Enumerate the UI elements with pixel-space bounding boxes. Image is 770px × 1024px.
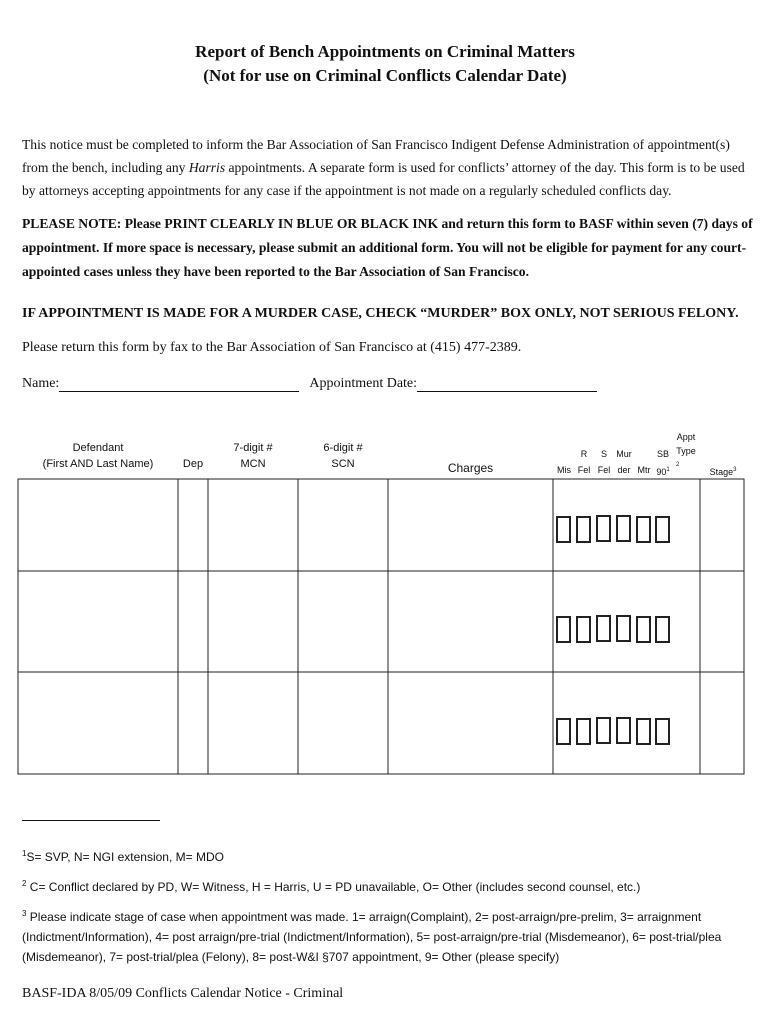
- row2-mtr-checkbox[interactable]: [636, 616, 651, 643]
- row3-mtr-checkbox[interactable]: [636, 718, 651, 745]
- title-line-2: (Not for use on Criminal Conflicts Calendar Date): [203, 66, 567, 85]
- form-footer: BASF-IDA 8/05/09 Conflicts Calendar Notice - Criminal: [22, 986, 344, 1001]
- header-defendant-line1: Defendant: [72, 442, 124, 454]
- please-note-paragraph: PLEASE NOTE: Please PRINT CLEARLY IN BLUE OR BLACK INK and return this form to BASF within seven (7) days of appointment. If more space is necessary, please submit an additional form. You will not be eligible for payment for any court-appointed cases unless they have been reported to the Bar Association of San Francisco.: [22, 216, 753, 279]
- footnote-ref-1: 1: [666, 467, 670, 473]
- col-header-mtr: Mtr: [637, 465, 651, 475]
- row3-murder-checkbox[interactable]: [616, 717, 631, 744]
- row2-sb90-checkbox[interactable]: [655, 616, 670, 643]
- title-line-1: Report of Bench Appointments on Criminal Matters: [195, 42, 575, 61]
- header-defendant-line2: (First AND Last Name): [42, 458, 154, 470]
- row1-murder-checkbox[interactable]: [616, 515, 631, 542]
- footnote-separator: [22, 820, 160, 821]
- footnote-3: [22, 904, 757, 967]
- footnote-1: [22, 844, 757, 867]
- row2-mis-checkbox[interactable]: [556, 616, 571, 643]
- fax-notice: Please return this form by fax to the Bar Association of San Francisco at (415) 477-2389.: [22, 340, 522, 355]
- row3-s-fel-checkbox[interactable]: [596, 717, 611, 744]
- col-header-mis: Mis: [557, 465, 571, 475]
- row2-murder-checkbox[interactable]: [616, 615, 631, 642]
- appointment-date-label: Appointment Date:: [309, 376, 418, 391]
- header-scn-line2: SCN: [331, 458, 355, 470]
- footnote-ref-2: 2: [676, 462, 680, 468]
- footnote-3-text: Please indicate stage of case when appointment was made. 1= arraign(Complaint), 2= post-arraign/pre-prelim, 3= arraignment (Indictment/Information), 4= post arraign/pre-trial (Indictment/Information), 5= post-arraign/pre-trial (Misdemeanor), 6= post-trial/plea (Misdemeanor), 7= post-trial/plea (Felony), 8= post-W&I §707 appointment, 9= Other (please specify): [22, 910, 722, 964]
- footnote-2-number: 2: [22, 879, 27, 888]
- header-stage-text: Stage: [709, 467, 734, 477]
- footnote-ref-3: 3: [733, 467, 737, 473]
- footnote-1-number: 1: [22, 849, 27, 858]
- row2-r-fel-checkbox[interactable]: [576, 616, 591, 643]
- header-s-fel: Fel: [597, 465, 611, 475]
- row1-sb90-checkbox[interactable]: [655, 516, 670, 543]
- header-mur: Mur: [616, 449, 632, 459]
- header-appt: Appt: [676, 432, 696, 442]
- footnote-2-text: C= Conflict declared by PD, W= Witness, H = Harris, U = PD unavailable, O= Other (includes second counsel, etc.): [29, 880, 641, 894]
- col-header-charges: Charges: [447, 461, 494, 475]
- footnote-2: [22, 874, 757, 897]
- row2-s-fel-checkbox[interactable]: [596, 615, 611, 642]
- col-header-dep: Dep: [182, 458, 204, 470]
- header-scn-line1: 6-digit #: [323, 442, 363, 454]
- header-der: der: [617, 465, 631, 475]
- row1-r-fel-checkbox[interactable]: [576, 516, 591, 543]
- footnote-3-number: 3: [22, 909, 27, 918]
- row3-mis-checkbox[interactable]: [556, 718, 571, 745]
- row1-s-fel-checkbox[interactable]: [596, 515, 611, 542]
- header-mcn-line1: 7-digit #: [233, 442, 273, 454]
- row3-r-fel-checkbox[interactable]: [576, 718, 591, 745]
- header-r: R: [580, 449, 588, 459]
- intro-text-2: appointments. A separate form is used for conflicts’ attorney of the day. This form is to be used by attorneys accepting appointments for any case if the appointment is not made on a regularly scheduled conflicts day.: [22, 160, 745, 198]
- murder-notice: IF APPOINTMENT IS MADE FOR A MURDER CASE, CHECK “MURDER” BOX ONLY, NOT SERIOUS FELONY.: [22, 306, 739, 321]
- name-label: Name:: [22, 376, 60, 391]
- intro-text-1: This notice must be completed to inform the Bar Association of San Francisco Indigent Defense Administration of appointment(s) from the bench, including any: [22, 137, 730, 175]
- header-r-fel: Fel: [577, 465, 591, 475]
- row3-sb90-checkbox[interactable]: [655, 718, 670, 745]
- header-s: S: [600, 449, 607, 459]
- footnote-1-text: S= SVP, N= NGI extension, M= MDO: [26, 850, 224, 864]
- header-90-text: 90: [656, 467, 667, 477]
- header-sb: SB: [656, 449, 669, 459]
- row1-mtr-checkbox[interactable]: [636, 516, 651, 543]
- intro-harris: Harris: [188, 160, 226, 175]
- row1-mis-checkbox[interactable]: [556, 516, 571, 543]
- header-type: Type: [676, 446, 696, 456]
- header-mcn-line2: MCN: [240, 458, 266, 470]
